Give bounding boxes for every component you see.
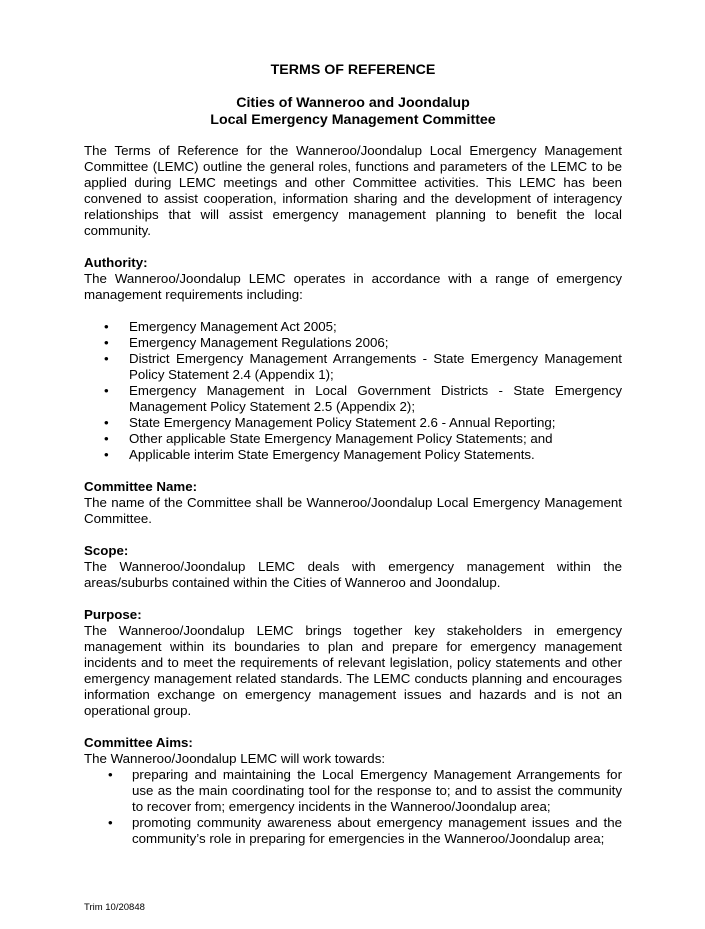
list-item <box>84 447 622 463</box>
aims-text: The Wanneroo/Joondalup LEMC will work towards: <box>84 751 386 766</box>
list-item <box>84 415 622 431</box>
list-item-text: Applicable interim State Emergency Management Policy Statements. <box>129 447 535 462</box>
list-item-text: Emergency Management Regulations 2006; <box>129 335 389 350</box>
subtitle-line-2: Local Emergency Management Committee <box>210 112 496 128</box>
bullet-icon: • <box>104 415 109 430</box>
purpose-text: The Wanneroo/Joondalup LEMC brings together key stakeholders in emergency management within its boundaries to plan and prepare for emergency management incidents and to meet the requirements of relevant legislation, policy statements and other emergency management related standards. The LEMC conducts planning and encourages information exchange on emergency management issues and hazards and is not an operational group. <box>84 623 622 718</box>
aims-section <box>84 735 622 847</box>
list-item-text: State Emergency Management Policy Statement 2.6 - Annual Reporting; <box>129 415 556 430</box>
bullet-icon: • <box>104 431 109 446</box>
scope-text: The Wanneroo/Joondalup LEMC deals with emergency management within the areas/suburbs contained within the Cities of Wanneroo and Joondalup. <box>84 559 622 590</box>
document-title: TERMS OF REFERENCE <box>270 62 436 78</box>
authority-heading: Authority: <box>84 255 148 270</box>
list-item <box>84 815 622 847</box>
list-item <box>84 431 622 447</box>
document-page <box>84 61 622 863</box>
bullet-icon: • <box>104 319 109 334</box>
list-item-text: preparing and maintaining the Local Emergency Management Arrangements for use as the main coordinating tool for the response to; and to assist the community to recover from; emergency incidents in the Wanneroo/Joondalup area; <box>132 767 622 814</box>
bullet-icon: • <box>108 767 113 782</box>
bullet-icon: • <box>104 351 109 366</box>
document-subtitle <box>84 95 622 129</box>
subtitle-line-1: Cities of Wanneroo and Joondalup <box>236 95 470 111</box>
bullet-icon: • <box>104 335 109 350</box>
scope-heading: Scope: <box>84 543 129 558</box>
list-item-text: Other applicable State Emergency Management Policy Statements; and <box>129 431 553 446</box>
authority-text: The Wanneroo/Joondalup LEMC operates in accordance with a range of emergency management requirements including: <box>84 271 622 302</box>
list-item <box>84 319 622 335</box>
footer-reference: Trim 10/20848 <box>84 902 145 913</box>
bullet-icon: • <box>104 383 109 398</box>
list-item <box>84 351 622 383</box>
authority-list <box>84 319 622 463</box>
purpose-section <box>84 607 622 719</box>
list-item <box>84 383 622 415</box>
purpose-heading: Purpose: <box>84 607 142 622</box>
authority-section <box>84 255 622 463</box>
list-item-text: promoting community awareness about emergency management issues and the community’s role in preparing for emergencies in the Wanneroo/Joondalup area; <box>132 815 622 846</box>
bullet-icon: • <box>108 815 113 830</box>
intro-paragraph: The Terms of Reference for the Wanneroo/Joondalup Local Emergency Management Committee (LEMC) outline the general roles, functions and parameters of the LEMC to be applied during LEMC meetings and other Committee activities. This LEMC has been convened to assist cooperation, information sharing and the development of interagency relationships that will assist emergency management planning to benefit the local community. <box>84 143 622 238</box>
list-item-text: District Emergency Management Arrangements - State Emergency Management Policy Statement 2.4 (Appendix 1); <box>129 351 622 382</box>
bullet-icon: • <box>104 447 109 462</box>
aims-list <box>84 767 622 847</box>
committee-name-heading: Committee Name: <box>84 479 198 494</box>
committee-name-text: The name of the Committee shall be Wanneroo/Joondalup Local Emergency Management Committee. <box>84 495 622 526</box>
list-item <box>84 335 622 351</box>
committee-name-section <box>84 479 622 527</box>
list-item-text: Emergency Management Act 2005; <box>129 319 337 334</box>
list-item-text: Emergency Management in Local Government Districts - State Emergency Management Policy Statement 2.5 (Appendix 2); <box>129 383 622 414</box>
list-item <box>84 767 622 815</box>
aims-heading: Committee Aims: <box>84 735 193 750</box>
scope-section <box>84 543 622 591</box>
